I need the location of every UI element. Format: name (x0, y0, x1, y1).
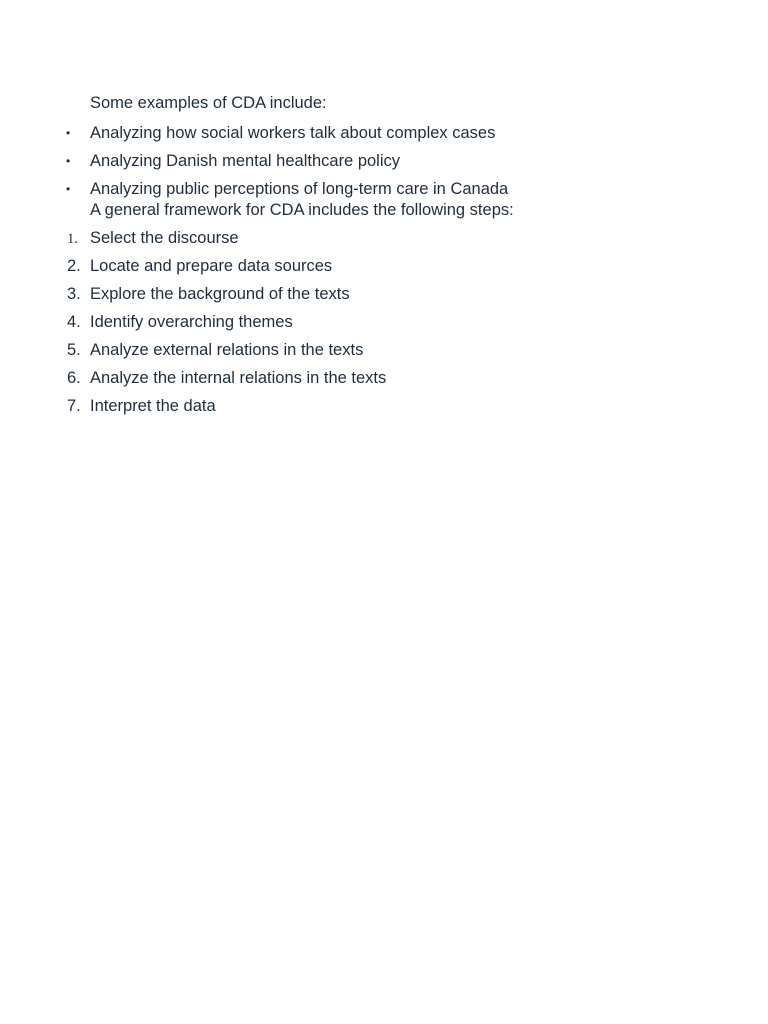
framework-intro-text: A general framework for CDA includes the following steps: (90, 201, 514, 219)
step-text: Interpret the data (90, 397, 216, 415)
example-text: Analyzing how social workers talk about complex cases (90, 124, 496, 142)
bullet-icon: • (66, 126, 71, 140)
example-text: Analyzing public perceptions of long-term care in Canada (90, 180, 509, 198)
step-text: Analyze the internal relations in the texts (90, 369, 387, 387)
step-text: Locate and prepare data sources (90, 257, 333, 275)
step-number: 3. (67, 285, 81, 303)
step-text: Identify overarching themes (90, 313, 293, 331)
step-number: 5. (67, 341, 81, 359)
bullet-icon: • (66, 182, 71, 196)
intro-text: Some examples of CDA include: (90, 94, 327, 112)
bullet-icon: • (66, 154, 71, 168)
step-text: Select the discourse (90, 229, 239, 247)
step-number: 6. (67, 369, 81, 387)
step-number: 1. (67, 231, 78, 247)
step-number: 7. (67, 397, 81, 415)
example-text: Analyzing Danish mental healthcare policy (90, 152, 401, 170)
step-text: Explore the background of the texts (90, 285, 350, 303)
step-number: 4. (67, 313, 81, 331)
step-text: Analyze external relations in the texts (90, 341, 364, 359)
step-number: 2. (67, 257, 81, 275)
